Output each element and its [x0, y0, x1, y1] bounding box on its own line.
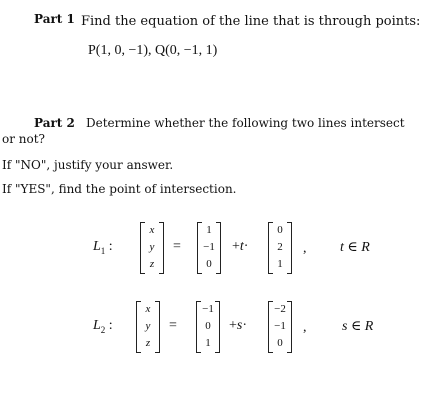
l2-equals: =	[169, 318, 177, 333]
part1-label: Part 1	[34, 12, 75, 26]
l1-direction-vector: 0 2 1	[268, 222, 292, 274]
l2-name: $L_2$ :	[93, 318, 113, 335]
l2-lhs-vector: x y z	[136, 301, 160, 353]
l2-param-term: +s·	[229, 318, 248, 333]
part2-prompt-line1: Determine whether the following two lines intersect	[86, 116, 405, 130]
part2-prompt-line2: or not?	[2, 132, 45, 146]
l1-param-term: +t·	[232, 239, 249, 254]
l1-name: $L_1$ :	[93, 239, 113, 256]
l1-point-vector: 1 −1 0	[197, 222, 221, 274]
part2-no-line: If "NO", justify your answer.	[2, 158, 174, 172]
part2-yes-line: If "YES", find the point of intersection.	[2, 182, 237, 196]
l2-comma: ,	[303, 320, 307, 335]
l1-lhs-vector: x y z	[140, 222, 164, 274]
l2-direction-vector: −2 −1 0	[268, 301, 292, 353]
part2-label: Part 2	[34, 116, 75, 130]
l2-domain: s ∈ R	[342, 319, 374, 334]
l1-equals: =	[173, 239, 181, 254]
l2-point-vector: −1 0 1	[196, 301, 220, 353]
l1-domain: t ∈ R	[340, 240, 370, 255]
l1-comma: ,	[303, 241, 307, 256]
part1-points: P(1, 0, −1), Q(0, −1, 1)	[88, 43, 218, 58]
part1-prompt: Find the equation of the line that is through points:	[81, 14, 421, 29]
